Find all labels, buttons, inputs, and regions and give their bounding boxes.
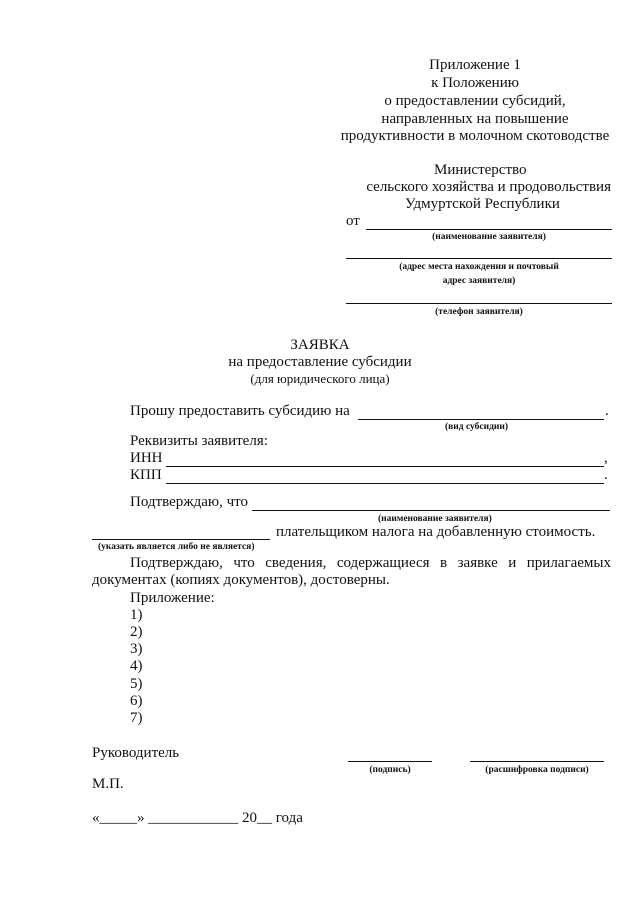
requisites-label: Реквизиты заявителя: [130,433,268,449]
date-field[interactable]: «_____» ____________ 20__ года [92,810,303,826]
attachment-item: 5) [130,676,143,692]
applicant-name-caption: (наименование заявителя) [432,232,546,242]
title-main: ЗАЯВКА [290,337,350,353]
subsidy-caption: (вид субсидии) [445,422,509,432]
attachment-item: 1) [130,607,143,623]
appendix-line-5: продуктивности в молочном скотоводстве [340,128,610,144]
signature-field[interactable] [348,761,432,762]
address-caption-2: адрес заявителя) [442,276,516,286]
confirm-label: Подтверждаю, что [130,494,249,510]
inn-field[interactable] [166,466,604,467]
request-text: Прошу предоставить субсидию на [130,403,350,419]
addressee-line-3: Удмуртской Республики [405,196,560,212]
seal-label: М.П. [92,776,124,792]
decoding-caption: (расшифровка подписи) [485,765,589,775]
attachment-item: 3) [130,641,143,657]
inn-label: ИНН [130,450,163,466]
appendix-line-2: к Положению [431,75,519,91]
addressee-line-1: Министерство [434,162,527,178]
confirm2-line-2: документах (копиях документов), достоверны. [92,572,390,588]
vat-caption: (указать является либо не является) [98,542,255,552]
attachment-item: 4) [130,658,143,674]
confirm2-line-1: Подтверждаю, что сведения, содержащиеся в заявке и прилагаемых [130,555,611,571]
attachment-item: 7) [130,710,143,726]
signature-decoding-field[interactable] [470,761,604,762]
appendix-line-3: о предоставлении субсидий, [384,93,566,109]
kpp-field[interactable] [166,483,604,484]
signature-caption: (подпись) [369,765,411,775]
phone-caption: (телефон заявителя) [435,307,523,317]
applicant-name-field[interactable] [366,229,612,230]
kpp-end: . [604,467,608,483]
title-sub-2: (для юридического лица) [250,371,390,386]
address-caption-1: (адрес места нахождения и почтовый [399,262,559,272]
applicant-phone-field[interactable] [346,303,612,304]
attachment-item: 2) [130,624,143,640]
applicant-address-field[interactable] [346,258,612,259]
subsidy-type-field[interactable] [358,419,604,420]
from-label: от [346,213,360,229]
attachment-label: Приложение: [130,590,215,606]
vat-text: плательщиком налога на добавленную стоимость. [276,524,596,540]
attachment-item: 6) [130,693,143,709]
vat-status-field[interactable] [92,539,270,540]
inn-end: , [604,450,608,466]
addressee-line-2: сельского хозяйства и продовольствия [366,179,611,195]
appendix-title: Приложение 1 [429,57,521,73]
title-sub-1: на предоставление субсидии [228,354,412,370]
appendix-line-4: направленных на повышение [381,111,569,127]
request-end: . [605,403,609,419]
head-label: Руководитель [92,745,180,761]
kpp-label: КПП [130,467,162,483]
confirm-applicant-field[interactable] [252,510,610,511]
confirm-caption: (наименование заявителя) [378,514,492,524]
